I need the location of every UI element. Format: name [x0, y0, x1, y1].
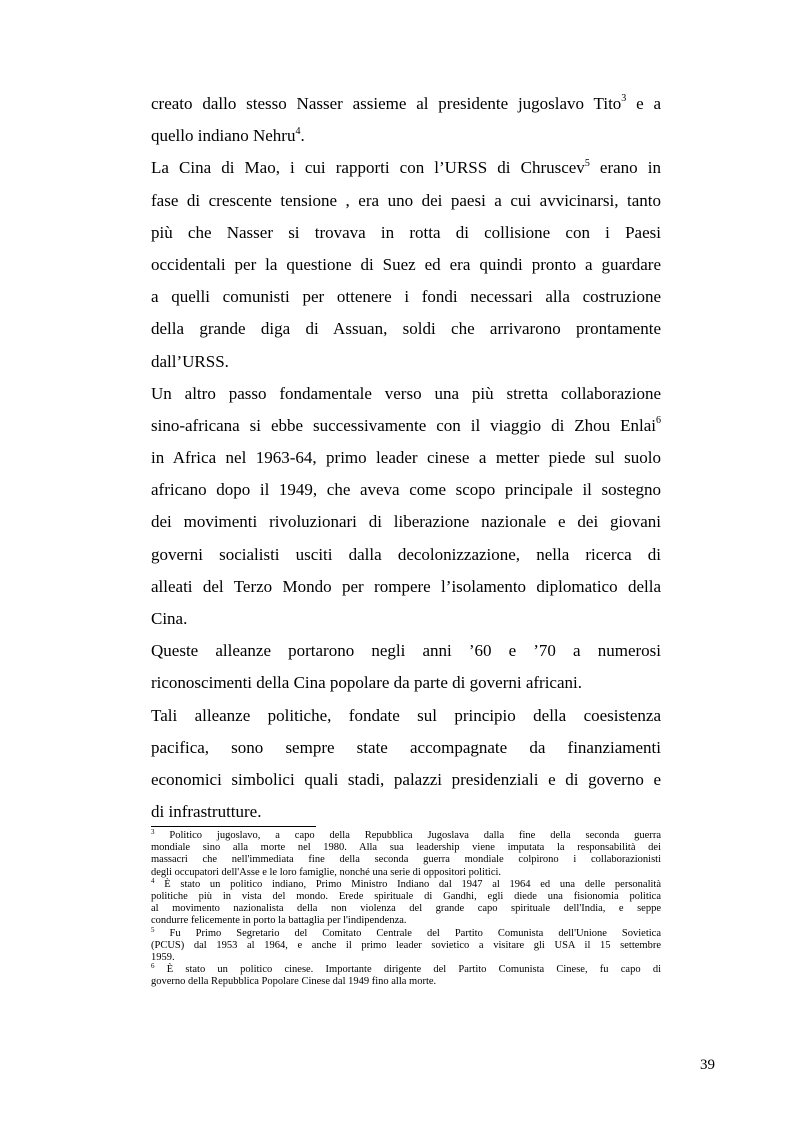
body-line: più che Nasser si trovava in rotta di collisione con i Paesi	[151, 222, 661, 242]
footnote-line: (PCUS) dal 1953 al 1964, e anche il primo leader sovietico a visitare gli USA il 15 settembre	[151, 939, 661, 951]
footnote-ref[interactable]: 4	[295, 125, 301, 137]
footnote-line: degli occupatori dell'Asse e le loro famiglie, nonché una serie di oppositori politici.	[151, 866, 502, 878]
body-line: dall’URSS.	[151, 351, 229, 371]
body-line: occidentali per la questione di Suez ed era quindi pronto a guardare	[151, 254, 661, 274]
footnote-ref[interactable]: 5	[584, 157, 590, 169]
body-line: Un altro passo fondamentale verso una più stretta collaborazione	[151, 383, 661, 403]
body-line: di infrastrutture.	[151, 802, 262, 822]
footnote-line: al movimento nazionalista della non violenza del grande capo spirituale dell'India, e seppe	[151, 903, 661, 915]
body-line: economici simbolici quali stadi, palazzi presidenziali e di governo e	[151, 769, 661, 789]
footnote-number: 3	[151, 828, 155, 836]
footnote-line: $^3$ Politico jugoslavo, a capo della Repubblica Jugoslava dalla fine della seconda guerra	[151, 828, 661, 841]
body-line: Cina.	[151, 609, 188, 628]
footnote-line: 1959.	[151, 951, 175, 963]
body-line: pacifica, sono sempre state accompagnate da finanziamenti	[151, 737, 661, 757]
body-line: della grande diga di Assuan, soldi che arrivarono prontamente	[151, 319, 661, 339]
footnote-number: 6	[151, 962, 155, 971]
body-line: La Cina di Mao, i cui rapporti con l’URSS di Chruscev$^5$ erano in	[151, 157, 661, 178]
body-line: Tali alleanze politiche, fondate sul principio della coesistenza	[151, 705, 661, 725]
footnote-line: condurre felicemente in porto la battaglia per l'indipendenza.	[151, 915, 407, 927]
footnote-ref[interactable]: 3	[621, 93, 627, 105]
footnote-line: governo della Repubblica Popolare Cinese dal 1949 fino alla morte.	[151, 976, 437, 988]
body-line: Queste alleanze portarono negli anni ’60 e ’70 a numerosi	[151, 641, 661, 661]
body-line: africano dopo il 1949, che aveva come scopo principale il sostegno	[151, 480, 661, 500]
body-line: dei movimenti rivoluzionari di liberazione nazionale e dei giovani	[151, 512, 661, 532]
footnote-line: $^4$ È stato un politico indiano, Primo Ministro Indiano dal 1947 al 1964 ed una delle personalità	[151, 876, 661, 890]
body-line: fase di crescente tensione , era uno dei paesi a cui avvicinarsi, tanto	[151, 190, 661, 210]
footnote-number: 4	[151, 876, 155, 885]
body-line: governi socialisti usciti dalla decolonizzazione, nella ricerca di	[151, 544, 661, 564]
body-line: in Africa nel 1963-64, primo leader cinese a metter piede sul suolo	[151, 448, 661, 468]
footnote-line: politiche più in vista del mondo. Erede spirituale di Gandhi, egli diede una fisionomia politica	[151, 890, 661, 902]
footnote-line: mondiale sino alla morte nel 1980. Alla sua leadership viene imputata la responsabilità dei	[151, 842, 661, 854]
footnote-number: 5	[151, 925, 155, 934]
body-line: a quelli comunisti per ottenere i fondi necessari alla costruzione	[151, 287, 661, 307]
footnotes	[151, 830, 661, 988]
body-line: alleati del Terzo Mondo per rompere l’isolamento diplomatico della	[151, 576, 661, 596]
footnote-line: $^5$ Fu Primo Segretario del Comitato Centrale del Partito Comunista dell'Unione Sovietica	[151, 925, 661, 939]
body-line: creato dallo stesso Nasser assieme al presidente jugoslavo Tito$^3$ e a	[151, 93, 661, 113]
body-line: quello indiano Nehru$^4$.	[151, 125, 305, 146]
body-text	[151, 88, 661, 828]
body-line: riconoscimenti della Cina popolare da parte di governi africani.	[151, 673, 582, 693]
footnote-separator	[151, 826, 316, 827]
footnote-line: $^6$ È stato un politico cinese. Importante dirigente del Partito Comunista Cinese, fu capo di	[151, 962, 661, 976]
page-number: 39	[700, 1057, 715, 1073]
footnote-ref[interactable]: 6	[656, 415, 661, 427]
footnote-line: massacri che nell'immediata fine della seconda guerra mondiale colpirono i collaborazionisti	[151, 854, 661, 866]
body-line: sino-africana si ebbe successivamente con il viaggio di Zhou Enlai$^6$	[151, 415, 661, 435]
